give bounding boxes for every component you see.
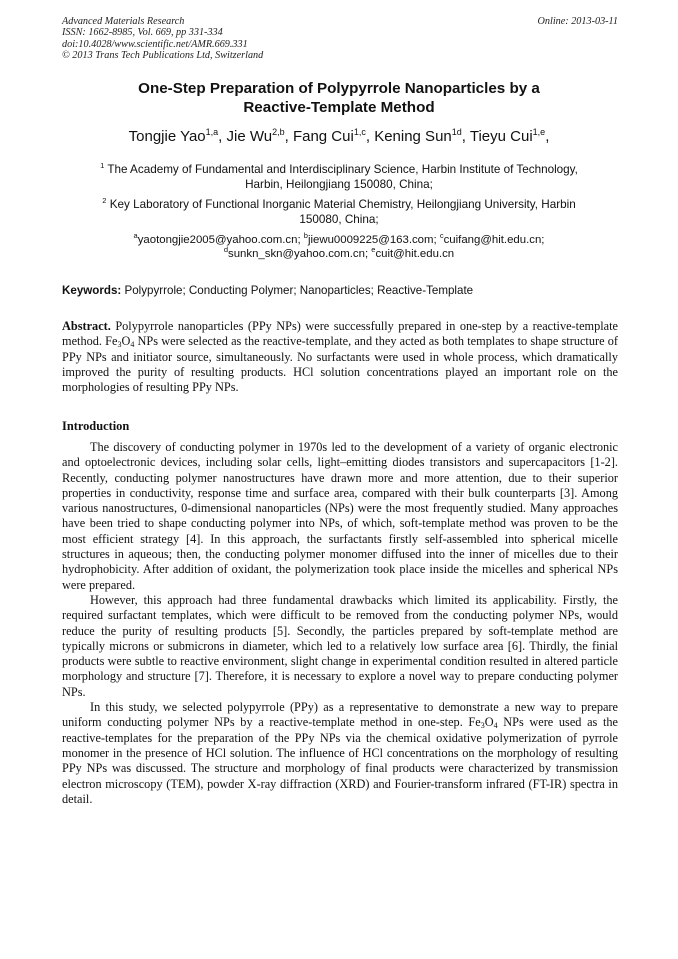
author-separator: , [545, 128, 550, 145]
paper-title [60, 79, 618, 117]
copyright-line: © 2013 Trans Tech Publications Ltd, Switzerland [62, 50, 264, 62]
paragraph-text: O [484, 715, 494, 730]
author-separator: , [461, 128, 470, 145]
keywords-text: Polypyrrole; Conducting Polymer; Nanoparticles; Reactive-Template [121, 284, 474, 297]
author-name: Jie Wu [226, 128, 273, 145]
affiliation-2 [78, 197, 600, 227]
author-list [60, 127, 618, 147]
abstract-text: Polypyrrole nanoparticles (PPy NPs) were successfully prepared in one-step by a reactive-template method. Fe [62, 319, 618, 349]
subscript: 4 [130, 340, 135, 350]
affiliation-text: Harbin, Heilongjiang 150080, China; [245, 178, 433, 191]
abstract-text: O [121, 334, 131, 349]
affiliation-text: 150080, China; [299, 213, 379, 226]
author-separator: , [218, 128, 227, 145]
abstract-text: NPs were selected as the reactive-template, and they acted as both templates to shape structure of PPy NPs and initiator source, simultaneously. No surfactants were used in whole process, which dramatically improved the purity of resulting products. HCl solution concentrations played an important role on the morphologies of resulting PPy NPs. [62, 334, 618, 395]
subscript: 4 [493, 721, 498, 731]
email-mark: a [133, 231, 138, 240]
introduction-body [62, 440, 618, 807]
paragraph-text: NPs were used as the reactive-templates for the preparation of the PPy NPs via the chemical oxidative polymerization of pyrrole monomer in the presence of HCl solution. The influence of HCl concentrations on the morphology of resulting PPy NPs was discussed. The structure and morphology of final products were characterized by transmission electron microscopy (TEM), powder X-ray diffraction (XRD) and Fourier-transform infrared (FT-IR) spectra in detail. [62, 715, 618, 806]
author-affil-mark: 1,e [532, 127, 546, 137]
author-affil-mark: 1,c [353, 127, 366, 137]
abstract [62, 319, 618, 395]
affiliation-number: 2 [102, 196, 107, 205]
email-link[interactable]: yaotongjie2005@yahoo.com.cn; [137, 234, 304, 246]
online-date: Online: 2013-03-11 [537, 16, 618, 27]
email-mark: d [223, 245, 229, 254]
author-emails [78, 233, 600, 261]
paragraph [62, 700, 618, 807]
author-separator: , [365, 128, 375, 145]
keywords-line [62, 284, 618, 298]
email-mark: e [371, 245, 376, 254]
email-link[interactable]: jiewu0009225@163.com; [307, 234, 440, 246]
journal-name: Advanced Materials Research [62, 16, 185, 27]
doi-line: doi:10.4028/www.scientific.net/AMR.669.331 [62, 38, 248, 50]
subscript: 3 [480, 721, 485, 731]
journal-header [62, 16, 618, 62]
title-line-1: One-Step Preparation of Polypyrrole Nanoparticles by a [138, 80, 540, 97]
affiliation-text: The Academy of Fundamental and Interdisciplinary Science, Harbin Institute of Technology, [104, 163, 578, 176]
subscript: 3 [117, 340, 122, 350]
affiliation-number: 1 [100, 161, 105, 170]
author-name: Tieyu Cui [469, 128, 533, 145]
affiliation-1 [78, 162, 600, 192]
paragraph-text: In this study, we selected polypyrrole (PPy) as a representative to demonstrate a new way to prepare uniform conducting polymer NPs by a reactive-template method in one-step. Fe [62, 700, 618, 730]
author-affil-mark: 1d [451, 127, 462, 137]
section-heading-introduction: Introduction [62, 419, 130, 433]
author-affil-mark: 2,b [272, 127, 285, 137]
email-mark: c [439, 231, 444, 240]
paragraph: The discovery of conducting polymer in 1970s led to the development of a variety of organic electronic and optoelectronic devices, including solar cells, light–emitting diodes transistors and supercapacitors [1-2]. Recently, conducting polymer nanostructures have drawn more and more attention, due to their superior properties in conductivity, response time and surface area, compared with their bulk counterparts [3]. Among various nanostructures, 0-dimensional nanoparticles (NPs) were the most frequently studied. Many approaches have been tried to shape conducting polymer into NPs, of which, soft-template method was proven to be the most efficient strategy [4]. In this approach, the surfactants firstly self-assembled into spherical micelle structures in aqueous; then, the conducting polymer monomer diffused into the inner of micelles due to their hydrophobicity. After addition of oxidant, the polymerization took place inside the micelles and spherical NPs were prepared. [62, 440, 618, 592]
email-mark: b [303, 231, 308, 240]
author-affil-mark: 1,a [205, 127, 219, 137]
author-name: Fang Cui [292, 128, 354, 145]
email-link[interactable]: sunkn_skn@yahoo.com.cn; [228, 248, 372, 260]
keywords-label: Keywords: [62, 284, 122, 297]
email-link[interactable]: cuit@hit.edu.cn [375, 248, 455, 260]
abstract-label: Abstract. [62, 319, 111, 333]
affiliation-text: Key Laboratory of Functional Inorganic Material Chemistry, Heilongjiang University, Harbin [106, 198, 576, 211]
issn-line: ISSN: 1662-8985, Vol. 669, pp 331-334 [62, 27, 223, 39]
title-line-2: Reactive-Template Method [243, 99, 435, 116]
paragraph: However, this approach had three fundamental drawbacks which limited its applicability. Firstly, the required surfactant templates, which were difficult to be removed from the conducting polymer NPs, would reduce the purity of resulting products [5]. Secondly, the particles prepared by soft-template method are typically microns or submicrons in diameter, which led to a relatively low surface area [6]. Thirdly, the finial products were subtle to reactive environment, slight change in experimental condition resulted in altered particle morphology and structure [7]. Therefore, it is necessary to explore a novel way to prepare conducting polymer NPs. [62, 592, 618, 699]
email-link[interactable]: cuifang@hit.edu.cn; [443, 234, 545, 246]
author-name: Kening Sun [374, 128, 452, 145]
author-name: Tongjie Yao [128, 128, 206, 145]
author-separator: , [284, 128, 293, 145]
